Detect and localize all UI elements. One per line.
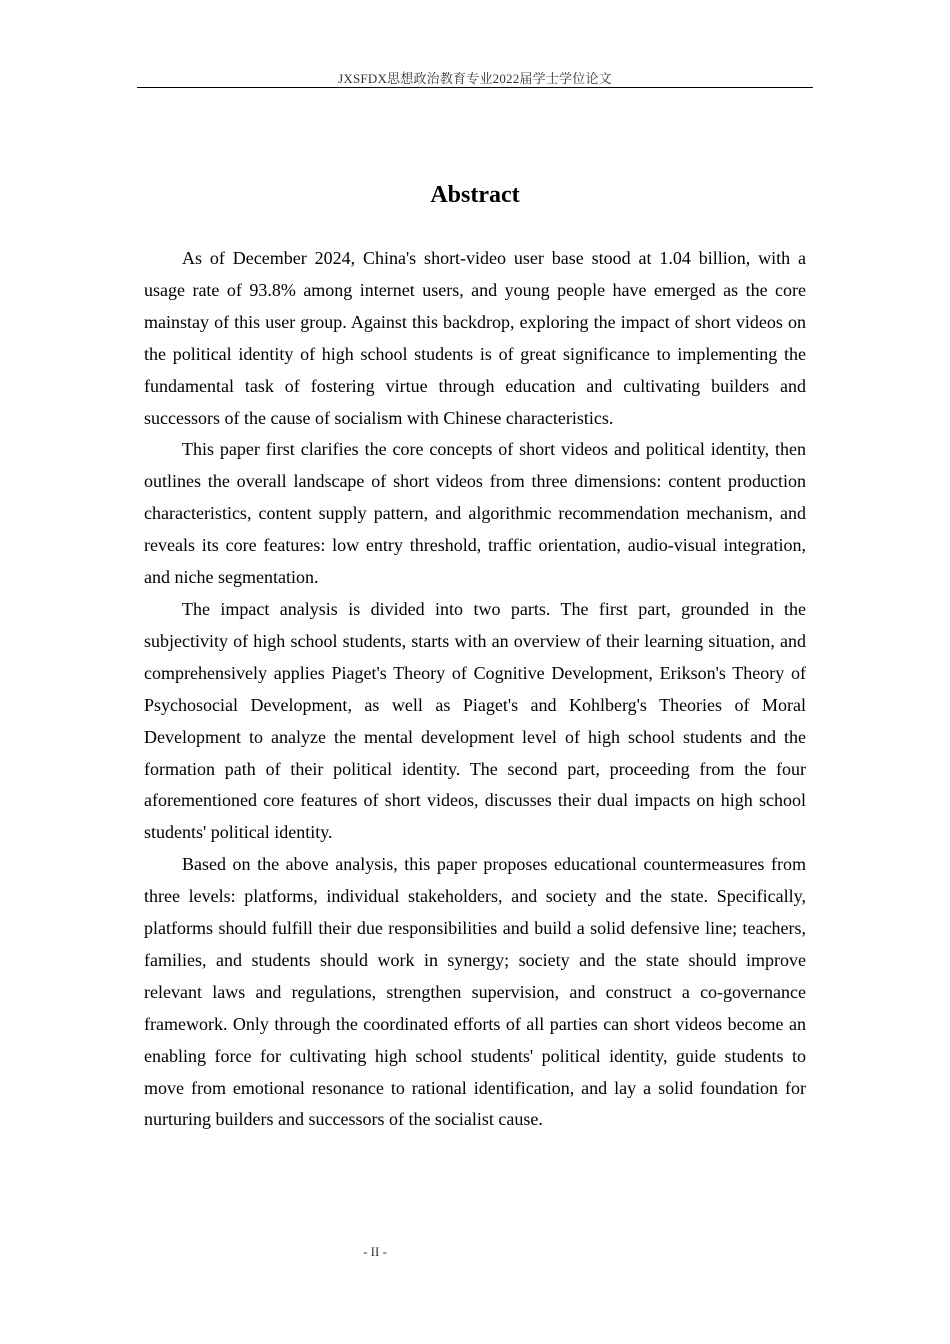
abstract-paragraph-3: The impact analysis is divided into two parts. The first part, grounded in the subjectivity of high school students, starts with an overview of their learning situation, and comprehensively applies Piaget's Theory of Cognitive Development, Erikson's Theory of Psychosocial Development, as well as Piaget's and Kohlberg's Theories of Moral Development to analyze the mental development level of high school students and the formation path of their political identity. The second part, proceeding from the four aforementioned core features of short videos, discusses their dual impacts on high school students' political identity. bbox=[144, 598, 806, 843]
page-number: - II - bbox=[363, 1244, 387, 1259]
header-rule bbox=[137, 87, 813, 88]
running-header: JXSFDX思想政治教育专业2022届学士学位论文 bbox=[338, 71, 612, 86]
abstract-body bbox=[144, 243, 806, 1136]
abstract-paragraph-4: Based on the above analysis, this paper proposes educational countermeasures from three levels: platforms, individual stakeholders, and society and the state. Specifically, platforms should fulfill their due responsibilities and build a solid defensive line; teachers, families, and students should work in synergy; society and the state should improve relevant laws and regulations, strengthen supervision, and construct a co-governance framework. Only through the coordinated efforts of all parties can short videos become an enabling force for cultivating high school students' political identity, guide students to move from emotional resonance to rational identification, and lay a solid foundation for nurturing builders and successors of the socialist cause. bbox=[144, 854, 806, 1130]
abstract-title: Abstract bbox=[430, 182, 520, 208]
abstract-paragraph-2: This paper first clarifies the core concepts of short videos and political identity, then outlines the overall landscape of short videos from three dimensions: content production characteristics, content supply pattern, and algorithmic recommendation mechanism, and reveals its core features: low entry threshold, traffic orientation, audio-visual integration, and niche segmentation. bbox=[144, 439, 806, 588]
abstract-paragraph-1: As of December 2024, China's short-video user base stood at 1.04 billion, with a usage rate of 93.8% among internet users, and young people have emerged as the core mainstay of this user group. Against this backdrop, exploring the impact of short videos on the political identity of high school students is of great significance to implementing the fundamental task of fostering virtue through education and cultivating builders and successors of the cause of socialism with Chinese characteristics. bbox=[144, 248, 806, 428]
